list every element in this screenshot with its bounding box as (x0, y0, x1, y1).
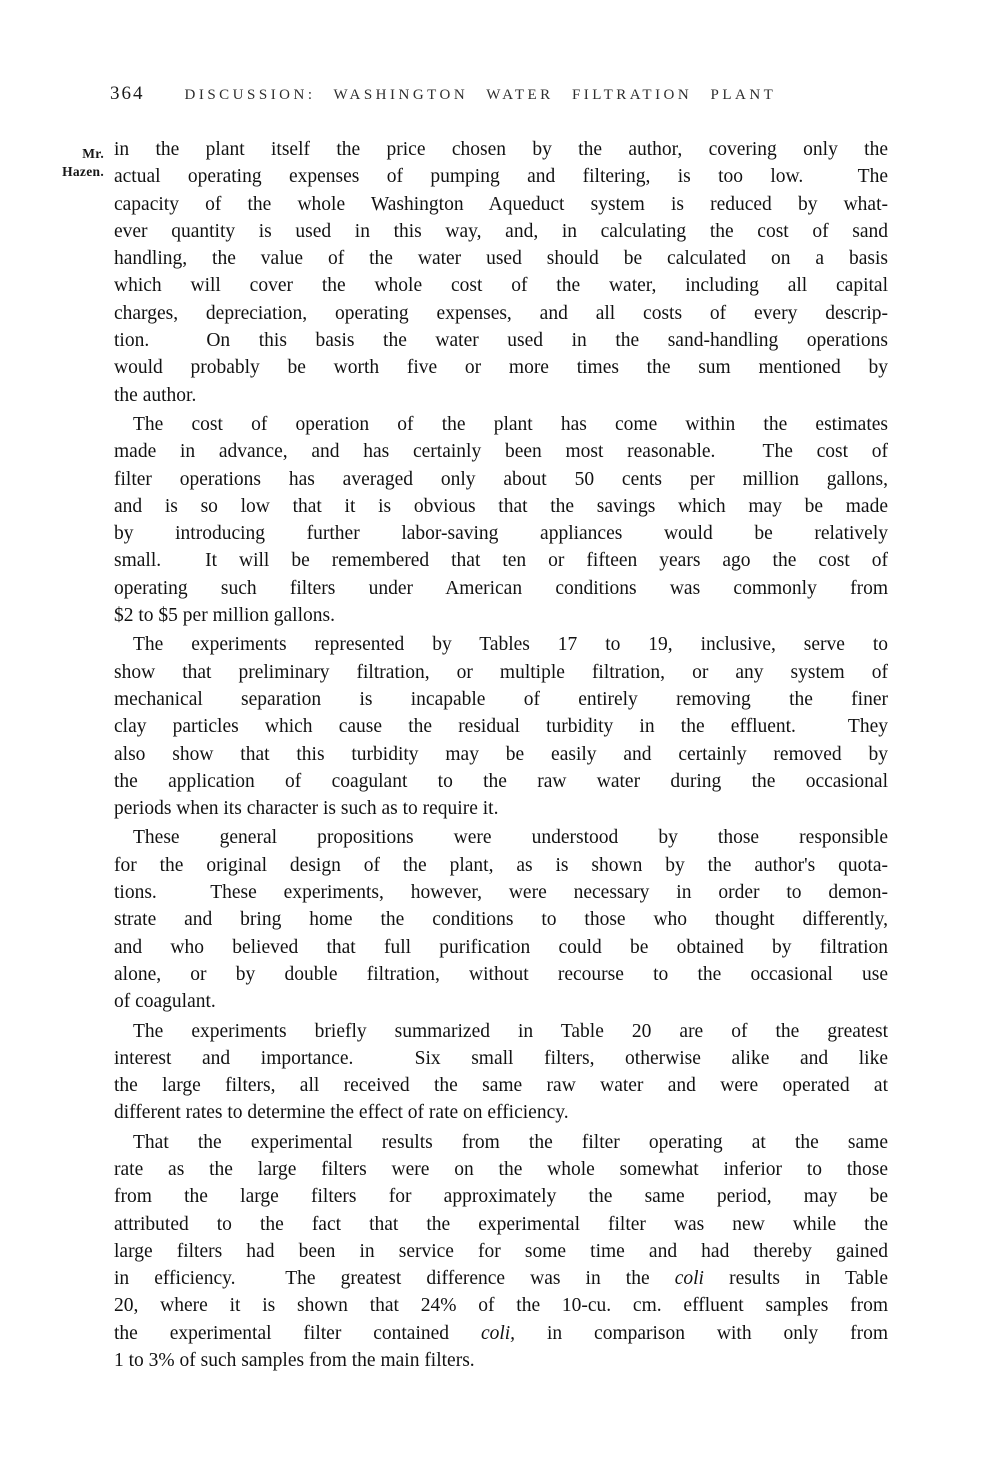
text-line: and is so low that it is obvious that the savings which may be made (114, 495, 888, 517)
text-line: large filters had been in service for some time and had thereby gained (114, 1240, 888, 1262)
speaker-title: Mr. (82, 146, 104, 161)
text-line: These general propositions were understood by those responsible (133, 827, 888, 849)
text-line: in the plant itself the price chosen by the author, covering only the (114, 139, 888, 160)
paragraph (114, 824, 888, 1015)
speaker-margin-note (28, 145, 104, 180)
text-line: 1 to 3% of such samples from the main filters. (114, 1350, 475, 1372)
text-line: in efficiency. The greatest difference was in the coli results in Table (114, 1268, 888, 1290)
paragraph (114, 1129, 888, 1375)
text-line: and who believed that full purification could be obtained by filtration (114, 936, 888, 958)
text-line: The experiments represented by Tables 17 to 19, inclusive, serve to (133, 634, 888, 656)
text-line: the author. (114, 384, 197, 406)
text-line: different rates to determine the effect of rate on efficiency. (114, 1102, 569, 1124)
text-line: the experimental filter contained coli, in comparison with only from (114, 1322, 888, 1344)
page-number: 364 (110, 83, 145, 104)
text-line: show that preliminary filtration, or multiple filtration, or any system of (114, 661, 888, 683)
body-text (114, 136, 888, 1374)
text-line: clay particles which cause the residual turbidity in the effluent. They (114, 716, 888, 738)
paragraph (114, 1018, 888, 1127)
paragraph (114, 411, 888, 629)
text-line: handling, the value of the water used should be calculated on a basis (114, 248, 888, 270)
text-line: capacity of the whole Washington Aqueduct system is reduced by what- (114, 193, 888, 215)
text-line: strate and bring home the conditions to those who thought differently, (114, 909, 888, 931)
text-line: The experiments briefly summarized in Table 20 are of the greatest (133, 1020, 888, 1042)
text-line: operating such filters under American conditions was commonly from (114, 577, 888, 599)
text-line: 20, where it is shown that 24% of the 10-cu. cm. effluent samples from (114, 1295, 888, 1317)
text-line: ever quantity is used in this way, and, in calculating the cost of sand (114, 220, 888, 242)
text-line: filter operations has averaged only about 50 cents per million gallons, (114, 468, 888, 490)
text-line: The cost of operation of the plant has come within the estimates (133, 413, 888, 435)
text-line: which will cover the whole cost of the water, including all capital (114, 275, 888, 297)
text-line: from the large filters for approximately the same period, may be (114, 1186, 888, 1208)
text-line: That the experimental results from the filter operating at the same (133, 1131, 888, 1153)
text-line: made in advance, and has certainly been most reasonable. The cost of (114, 441, 888, 463)
text-line: mechanical separation is incapable of entirely removing the finer (114, 688, 888, 710)
text-line: rate as the large filters were on the whole somewhat inferior to those (114, 1158, 888, 1180)
text-line: attributed to the fact that the experimental filter was new while the (114, 1213, 888, 1235)
text-line: interest and importance. Six small filters, otherwise alike and like (114, 1047, 888, 1069)
paragraph (114, 631, 888, 822)
text-line: actual operating expenses of pumping and filtering, is too low. The (114, 166, 888, 188)
text-line: periods when its character is such as to require it. (114, 798, 499, 820)
text-line: charges, depreciation, operating expenses, and all costs of every descrip- (114, 302, 888, 324)
text-line: for the original design of the plant, as is shown by the author's quota- (114, 854, 888, 876)
paragraph (114, 136, 888, 409)
text-line: the large filters, all received the same raw water and were operated at (114, 1075, 888, 1097)
text-line: would probably be worth five or more times the sum mentioned by (114, 357, 888, 379)
text-line: also show that this turbidity may be easily and certainly removed by (114, 743, 888, 765)
speaker-name: Hazen. (62, 163, 104, 179)
text-line: by introducing further labor-saving appliances would be relatively (114, 523, 888, 545)
text-line: $2 to $5 per million gallons. (114, 605, 335, 627)
text-line: tion. On this basis the water used in the sand-handling operations (114, 330, 888, 352)
text-line: small. It will be remembered that ten or fifteen years ago the cost of (114, 550, 888, 572)
text-line: alone, or by double filtration, without recourse to the occasional use (114, 963, 888, 985)
page-header (110, 83, 776, 105)
text-line: of coagulant. (114, 991, 216, 1013)
running-title: DISCUSSION: WASHINGTON WATER FILTRATION PLANT (184, 87, 777, 103)
text-line: the application of coagulant to the raw water during the occasional (114, 770, 888, 792)
text-line: tions. These experiments, however, were necessary in order to demon- (114, 882, 888, 904)
